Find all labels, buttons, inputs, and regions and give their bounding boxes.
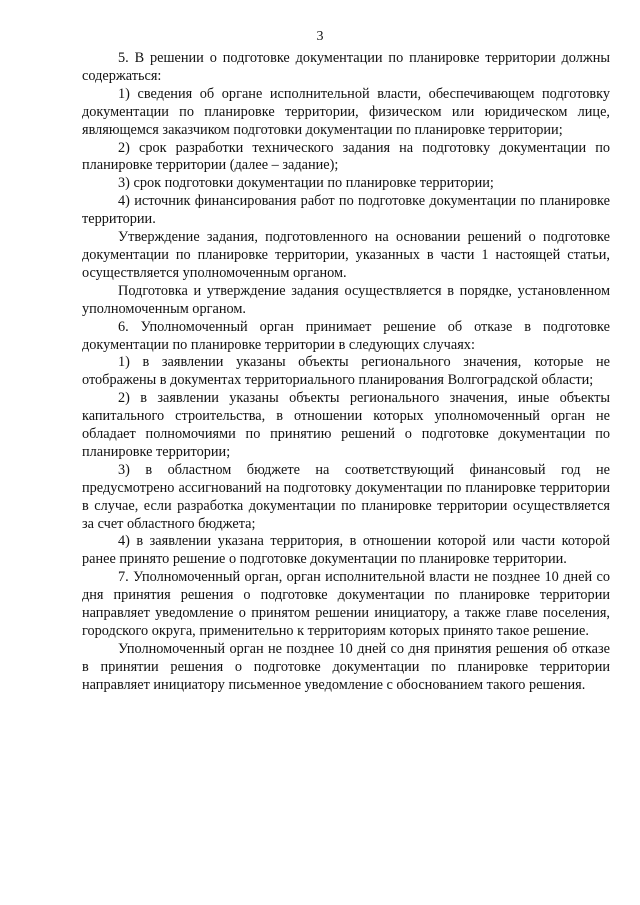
page-number: 3: [316, 29, 324, 44]
paragraph-5-item-1: 1) сведения об органе исполнительной власти, обеспечивающем подготовку документации по планировке территории, физическом или юридическом лице, являющемся заказчиком подготовки документации по планировке территории;: [82, 85, 610, 138]
paragraph-procedure: Подготовка и утверждение задания осуществляется в порядке, установленном уполномоченным органом.: [82, 282, 610, 317]
paragraph-5-heading: 5. В решении о подготовке документации по планировке территории должны содержаться:: [82, 50, 610, 84]
paragraph-6-item-1: 1) в заявлении указаны объекты регионального значения, которые не отображены в документах территориального планирования Волгоградской области;: [82, 354, 610, 389]
paragraph-5-item-4: 4) источник финансирования работ по подготовке документации по планировке территории.: [82, 193, 610, 228]
paragraph-6-item-2: 2) в заявлении указаны объекты регионального значения, иные объекты капитального строительства, в отношении которых уполномоченный орган не обладает полномочиями по принятию решений о подготовке документации по планировке территории;: [82, 390, 610, 460]
paragraph-6-item-4: 4) в заявлении указана территория, в отношении которой или части которой ранее принято решение о подготовке документации по планировке территории.: [82, 533, 610, 568]
paragraph-6-heading: 6. Уполномоченный орган принимает решение об отказе в подготовке документации по планировке территории в следующих случаях:: [82, 318, 610, 353]
paragraph-approval: Утверждение задания, подготовленного на основании решений о подготовке документации по планировке территории, указанных в части 1 настоящей статьи, осуществляется уполномоченным органом.: [82, 229, 610, 281]
paragraph-refusal-notice: Уполномоченный орган не позднее 10 дней со дня принятия решения об отказе в принятии решения о подготовке документации по планировке территории направляет инициатору письменное уведомление с обоснованием такого решения.: [82, 640, 610, 693]
paragraph-5-item-2: 2) срок разработки технического задания на подготовку документации по планировке территории (далее – задание);: [82, 139, 610, 174]
document-body: [82, 50, 610, 695]
paragraph-6-item-3: 3) в областном бюджете на соответствующий финансовый год не предусмотрено ассигнований на подготовку документации по планировке территории в случае, если разработка документации по планировке территории осуществляется за счет областного бюджета;: [82, 461, 610, 532]
paragraph-5-item-3: 3) срок подготовки документации по планировке территории;: [118, 175, 494, 192]
paragraph-7: 7. Уполномоченный орган, орган исполнительной власти не позднее 10 дней со дня принятия решения о подготовке документации по планировке территории направляет уведомление о принятом решении инициатору, а также главе поселения, городского округа, применительно к территориям которых принято такое решение.: [82, 569, 610, 639]
